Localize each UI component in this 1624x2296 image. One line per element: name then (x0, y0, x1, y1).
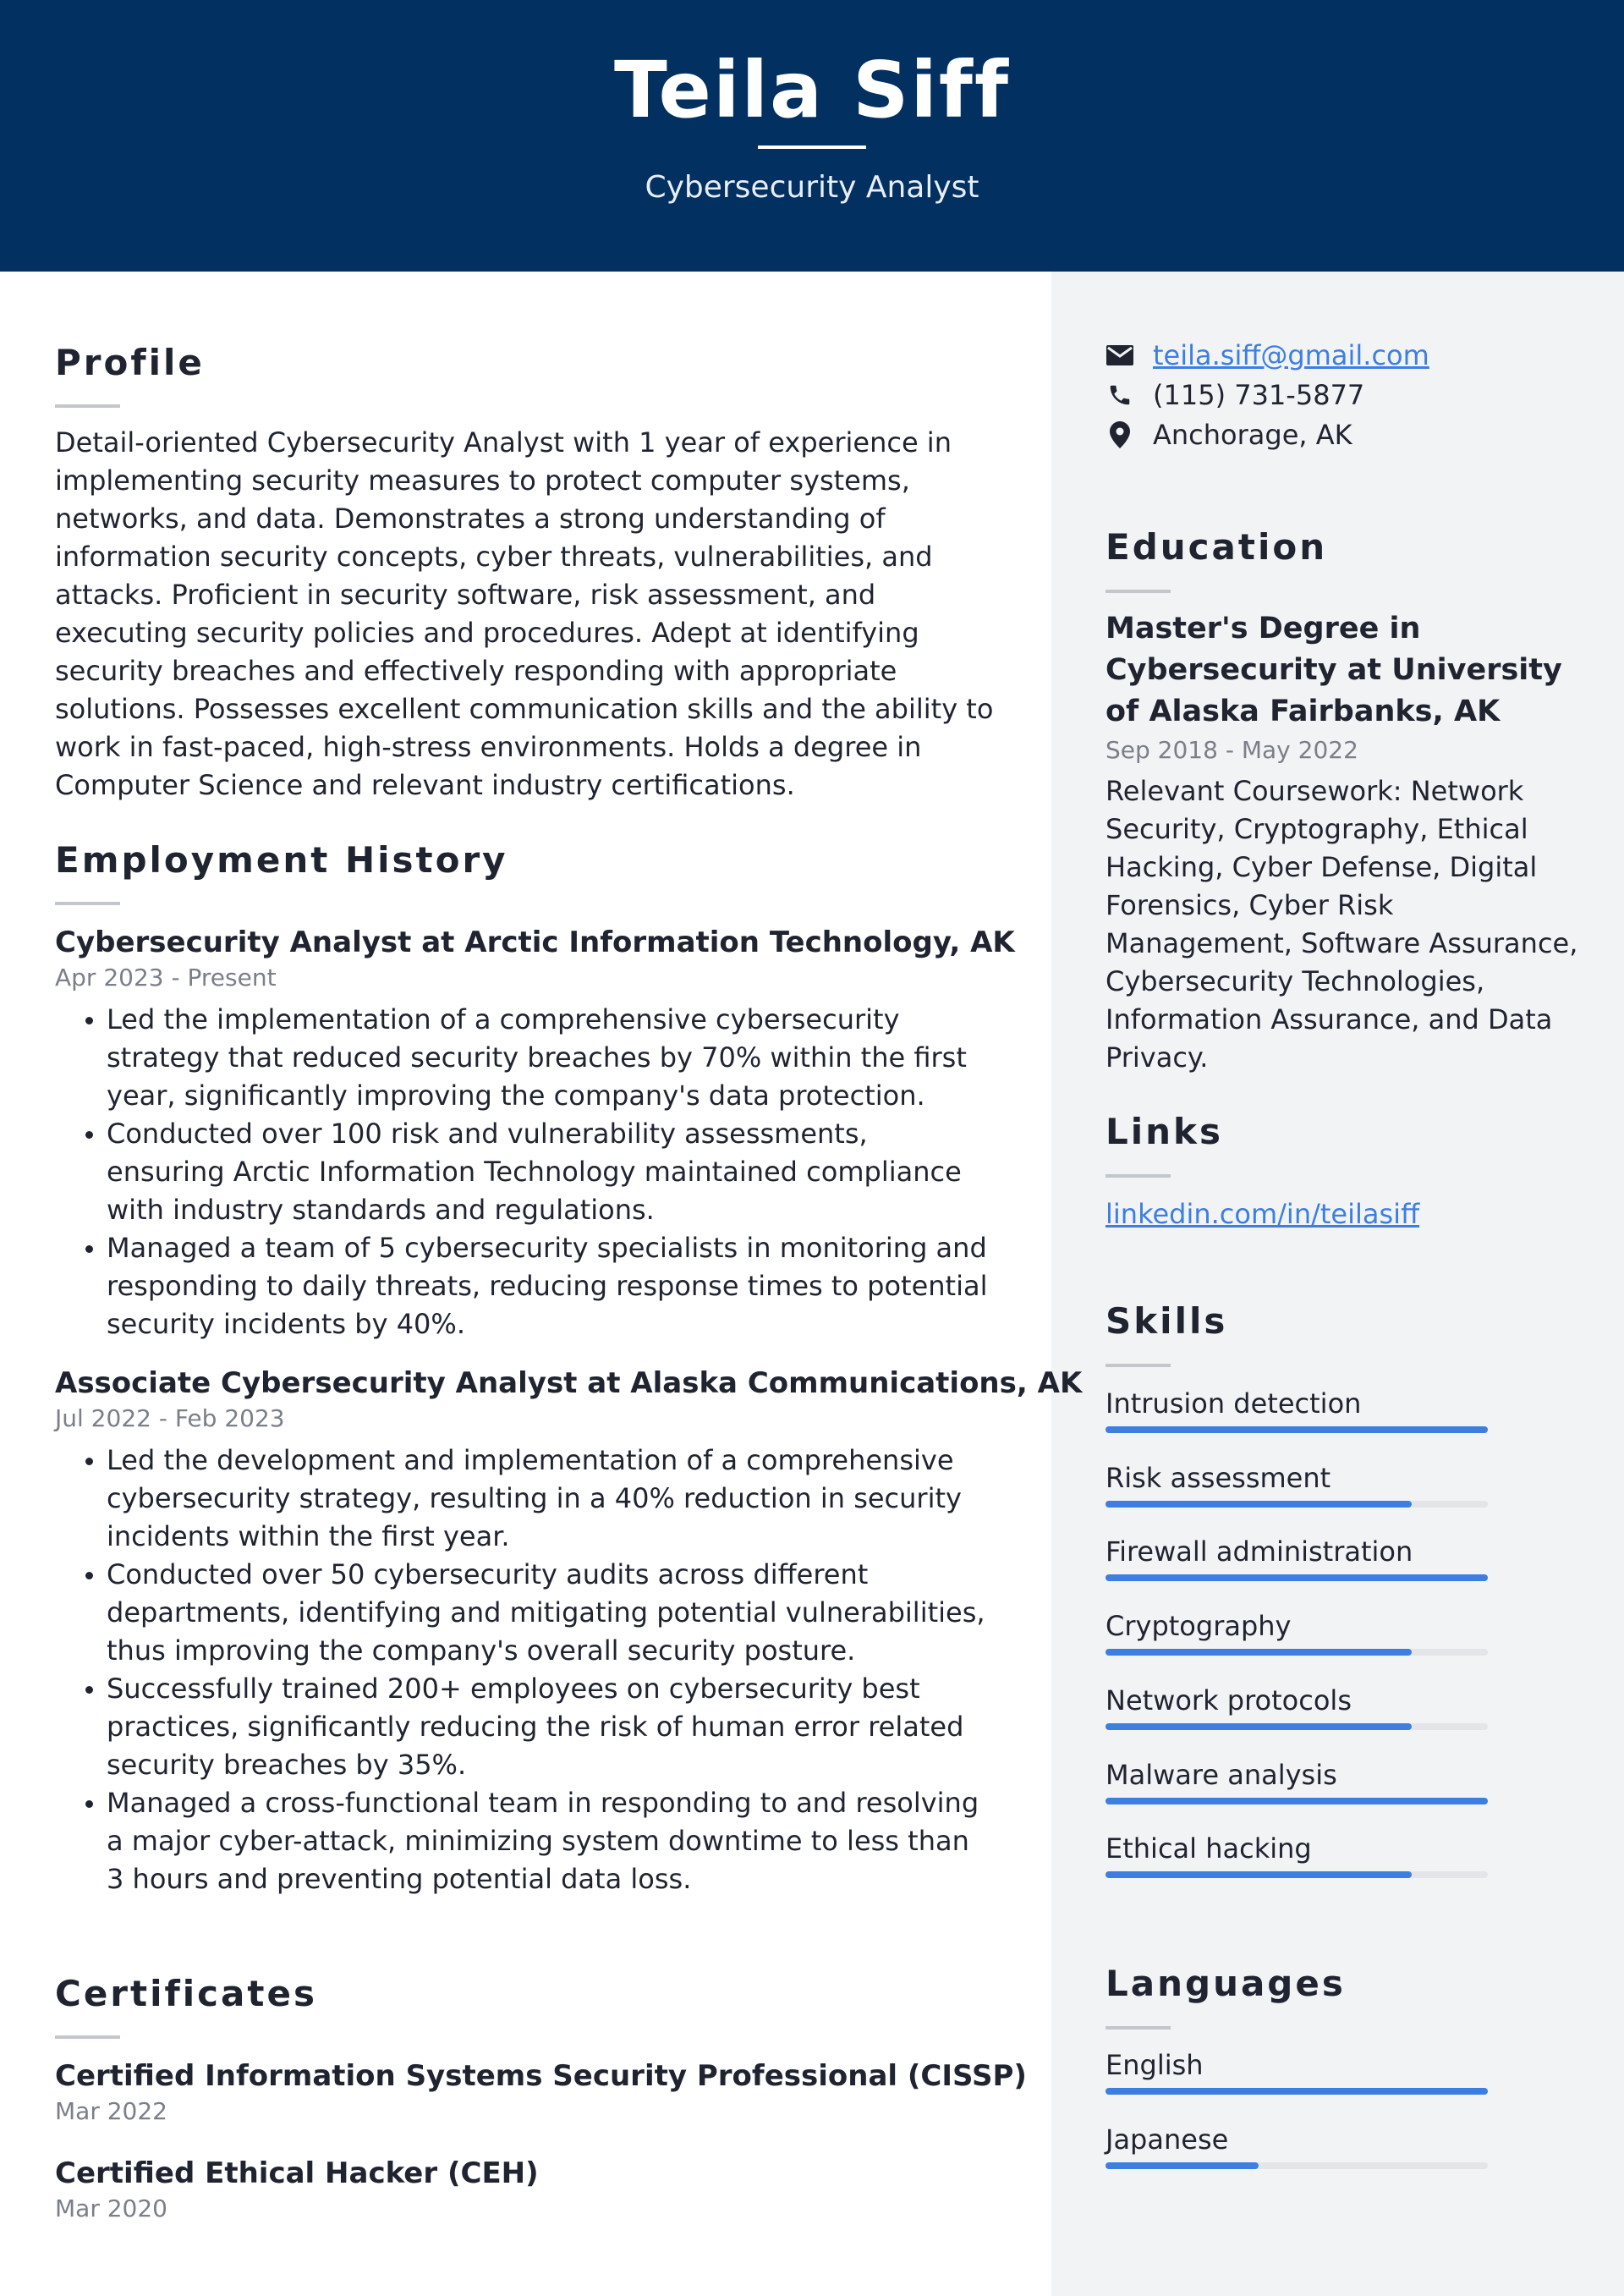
candidate-title: Cybersecurity Analyst (645, 170, 979, 205)
skill-level-track (1106, 1426, 1488, 1433)
phone-number: (115) 731-5877 (1153, 379, 1365, 411)
certificates-heading-rule (55, 2035, 120, 2039)
job-bullets (55, 1001, 994, 1343)
map-pin-icon (1106, 420, 1134, 449)
skill-level-track (1106, 1574, 1488, 1581)
email-link[interactable]: teila.siff@gmail.com (1153, 339, 1429, 371)
skill-label: Risk assessment (1106, 1461, 1331, 1494)
job-title: Associate Cybersecurity Analyst at Alaska Communications, AK (55, 1366, 1083, 1400)
skills-heading-rule (1106, 1364, 1171, 1367)
contact-email-row[interactable] (1106, 336, 1429, 375)
certificate-name: Certified Ethical Hacker (CEH) (55, 2156, 539, 2190)
education-dates: Sep 2018 - May 2022 (1106, 736, 1358, 764)
job-dates: Apr 2023 - Present (55, 964, 277, 991)
skill-label: Malware analysis (1106, 1758, 1337, 1791)
skill-level-track (1106, 1649, 1488, 1656)
resume-header (0, 0, 1624, 272)
employment-heading: Employment History (55, 839, 508, 881)
education-heading-rule (1106, 590, 1171, 593)
certificate-date: Mar 2022 (55, 2097, 167, 2125)
skill-label: Cryptography (1106, 1610, 1292, 1643)
linkedin-link[interactable]: linkedin.com/in/teilasiff (1106, 1198, 1420, 1230)
job-bullet: Conducted over 50 cybersecurity audits across different departments, identifying and mitigating potential vulnerabilities, thus improving the company's overall security posture. (55, 1556, 994, 1670)
links-heading-rule (1106, 1174, 1171, 1178)
candidate-name: Teila Siff (614, 45, 1010, 135)
job-bullet: Conducted over 100 risk and vulnerability assessments, ensuring Arctic Information Technology maintained compliance with industry standards and regulations. (55, 1115, 994, 1229)
education-degree: Master's Degree in Cybersecurity at University of Alaska Fairbanks, AK (1106, 612, 1562, 728)
profile-text: Detail-oriented Cybersecurity Analyst with 1 year of experience in implementing security measures to protect computer systems, networks, and data. Demonstrates a strong understanding of information security concepts, cyber threats, vulnerabilities, and attacks. Proficient in security software, risk assessment, and executing security policies and procedures. Adept at identifying security breaches and effectively responding with appropriate solutions. Possesses excellent communication skills and the ability to work in fast-paced, high-stress environments. Holds a degree in Computer Science and relevant industry certifications. (55, 426, 994, 801)
contact-phone-row (1106, 376, 1364, 415)
header-divider (758, 146, 866, 149)
skill-label: English (1106, 2049, 1204, 2081)
skill-level-track (1106, 1798, 1488, 1804)
skill-label: Intrusion detection (1106, 1387, 1362, 1420)
skill-level-fill (1106, 1501, 1412, 1508)
skills-heading: Skills (1106, 1300, 1228, 1342)
job-dates: Jul 2022 - Feb 2023 (55, 1404, 285, 1432)
job-title: Cybersecurity Analyst at Arctic Information Technology, AK (55, 926, 1015, 959)
location: Anchorage, AK (1153, 419, 1352, 451)
languages-heading: Languages (1106, 1963, 1346, 2004)
employment-heading-rule (55, 902, 120, 905)
job-bullet: Managed a team of 5 cybersecurity specialists in monitoring and responding to daily threats, reducing response times to potential security incidents by 40%. (55, 1229, 994, 1343)
job-bullet: Led the implementation of a comprehensive cybersecurity strategy that reduced security breaches by 70% within the first year, significantly improving the company's data protection. (55, 1001, 994, 1115)
profile-heading-rule (55, 404, 120, 408)
links-heading: Links (1106, 1111, 1223, 1152)
skill-level-fill (1106, 1723, 1412, 1730)
skill-label: Network protocols (1106, 1684, 1352, 1717)
skill-level-fill (1106, 1649, 1412, 1656)
certificates-heading: Certificates (55, 1973, 317, 2014)
skill-label: Ethical hacking (1106, 1832, 1312, 1865)
job-bullets (55, 1442, 994, 1898)
skill-level-track (1106, 1723, 1488, 1730)
skill-level-fill (1106, 2162, 1259, 2169)
skill-level-fill (1106, 1426, 1488, 1433)
skill-level-track (1106, 1871, 1488, 1878)
certificate-name: Certified Information Systems Security Professional (CISSP) (55, 2059, 1027, 2093)
certificate-date: Mar 2020 (55, 2194, 167, 2222)
job-bullet: Led the development and implementation of a comprehensive cybersecurity strategy, resulting in a 40% reduction in security incidents within the first year. (55, 1442, 994, 1556)
skill-level-fill (1106, 2088, 1488, 2095)
skill-level-fill (1106, 1574, 1488, 1581)
education-heading: Education (1106, 526, 1328, 568)
skill-level-fill (1106, 1798, 1488, 1804)
skill-level-fill (1106, 1871, 1412, 1878)
skill-level-track (1106, 2162, 1488, 2169)
job-bullet: Successfully trained 200+ employees on cybersecurity best practices, significantly reducing the risk of human error related security breaches by 35%. (55, 1670, 994, 1784)
skill-level-track (1106, 2088, 1488, 2095)
envelope-icon (1106, 341, 1134, 370)
skill-label: Firewall administration (1106, 1535, 1413, 1568)
languages-heading-rule (1106, 2026, 1171, 2030)
education-coursework: Relevant Coursework: Network Security, Cryptography, Ethical Hacking, Cyber Defense, Digital Forensics, Cyber Risk Management, Software Assurance, Cybersecurity Technologies, Information Assurance, and Data Privacy. (1106, 775, 1578, 1074)
phone-icon (1106, 381, 1134, 409)
skill-label: Japanese (1106, 2123, 1229, 2156)
contact-location-row (1106, 415, 1352, 454)
job-bullet: Managed a cross-functional team in responding to and resolving a major cyber-attack, minimizing system downtime to less than 3 hours and preventing potential data loss. (55, 1784, 994, 1898)
skill-level-track (1106, 1501, 1488, 1508)
profile-heading: Profile (55, 342, 205, 383)
